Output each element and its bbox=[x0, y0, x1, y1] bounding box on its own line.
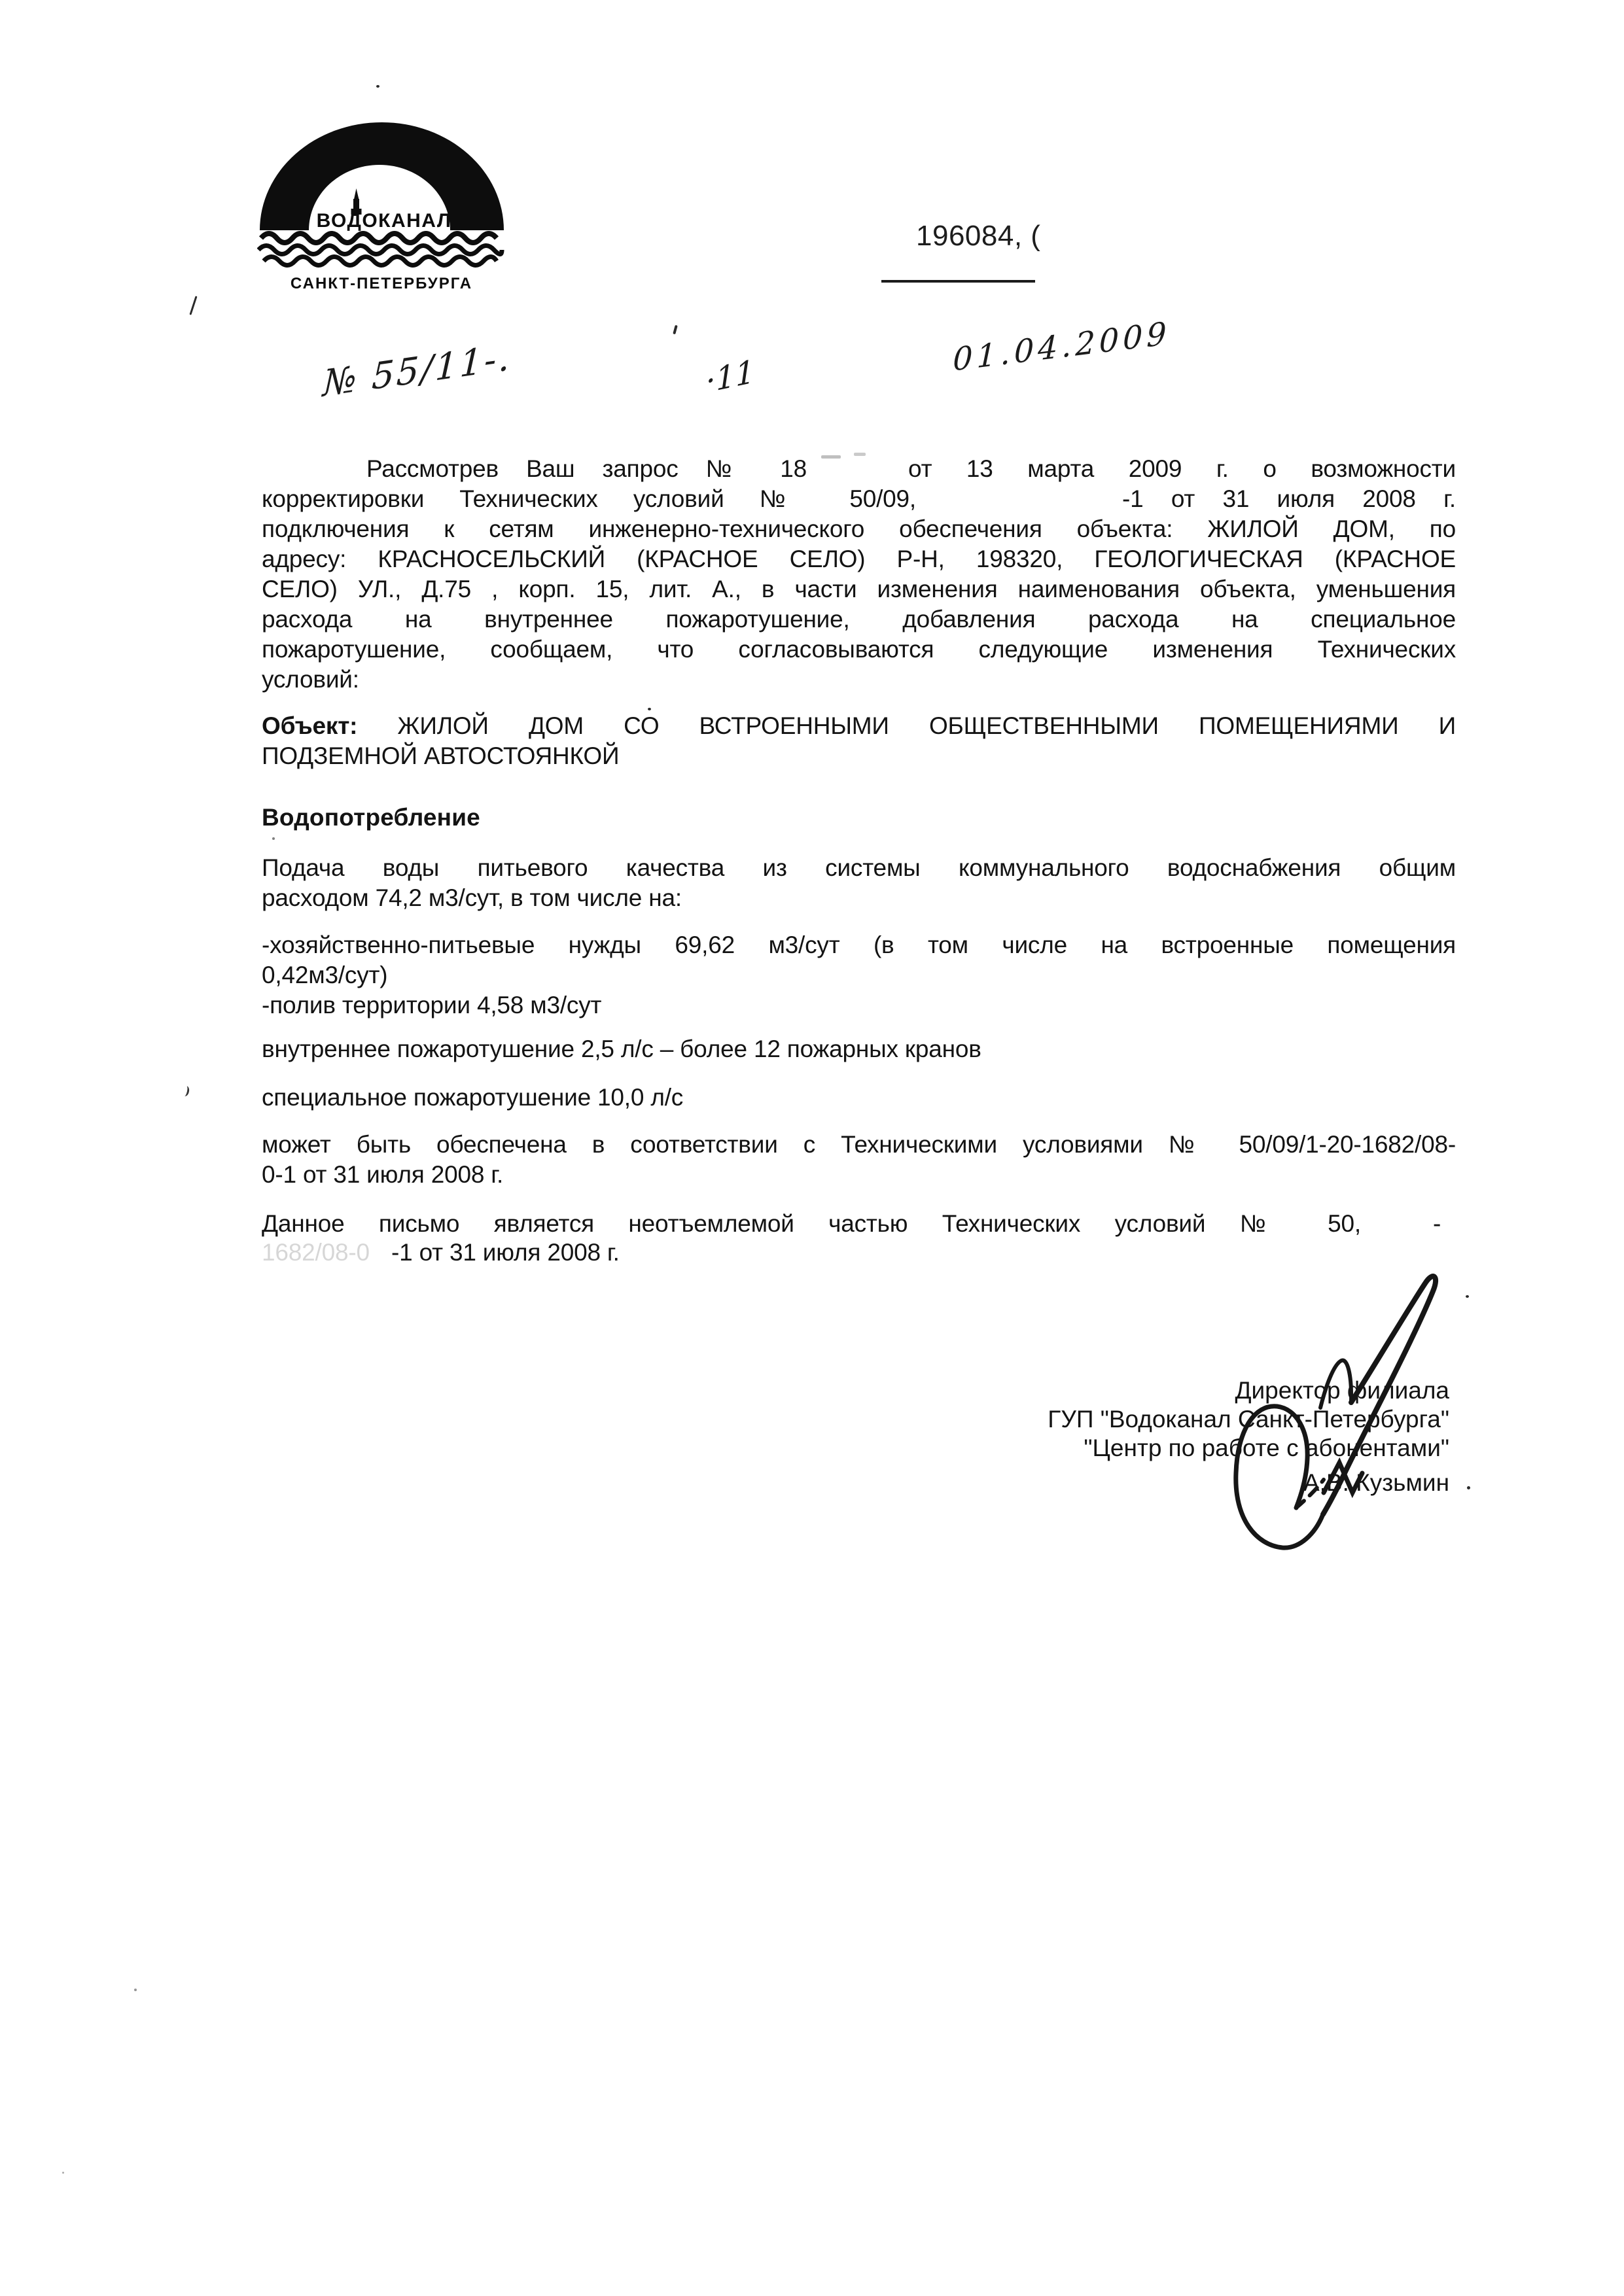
reference-extra-handwritten: ·11 bbox=[705, 353, 756, 401]
text-line: расходом 74,2 м3/сут, в том числе на: bbox=[262, 884, 682, 911]
signer-company: ГУП "Водоканал Санкт-Петербурга" bbox=[1048, 1406, 1449, 1433]
paragraph-internal-firefighting bbox=[262, 1034, 1456, 1064]
text-line: пожаротушение, сообщаем, что согласовываются следующие изменения Технических bbox=[262, 636, 1456, 663]
text-line bbox=[262, 711, 1456, 741]
text-line: подключения к сетям инженерно-технического обеспечения объекта: ЖИЛОЙ ДОМ, по bbox=[262, 515, 1456, 542]
scan-mark bbox=[181, 1085, 190, 1097]
text-line bbox=[262, 454, 1456, 484]
scan-mark bbox=[821, 455, 841, 459]
logo-waves-icon bbox=[258, 234, 502, 266]
scan-mark bbox=[189, 296, 197, 315]
logo-caption: САНКТ-ПЕТЕРБУРГА bbox=[290, 275, 473, 292]
text-segment: - bbox=[1433, 1210, 1441, 1237]
paragraph-object bbox=[262, 711, 1456, 771]
text-segment: Данное письмо является неотъемлемой частью Технических условий № 50, bbox=[262, 1210, 1361, 1237]
signer-department: "Центр по работе с абонентами" bbox=[1084, 1435, 1449, 1461]
text-line bbox=[262, 484, 1456, 514]
letter-date-handwritten: 01.04.2009 bbox=[952, 315, 1171, 379]
text-segment: Рассмотрев Ваш запрос № 18 bbox=[366, 455, 807, 482]
text-line: условий: bbox=[262, 666, 359, 693]
paragraph-supply bbox=[262, 853, 1456, 913]
scan-mark bbox=[272, 837, 275, 840]
text-line: внутреннее пожаротушение 2,5 л/с – более 12 пожарных кранов bbox=[262, 1035, 981, 1062]
sender-postal-code: 196084, ( bbox=[916, 220, 1041, 252]
paragraph-closing bbox=[262, 1209, 1456, 1267]
handwritten-signature-icon bbox=[1217, 1262, 1479, 1590]
text-line: ПОДЗЕМНОЙ АВТОСТОЯНКОЙ bbox=[262, 742, 620, 769]
erased-text-ghost: 1682/08-0 bbox=[262, 1239, 370, 1266]
text-line: адресу: КРАСНОСЕЛЬСКИЙ (КРАСНОЕ СЕЛО) Р-Н, 198320, ГЕОЛОГИЧЕСКАЯ (КРАСНОЕ bbox=[262, 546, 1456, 572]
paragraph-special-firefighting bbox=[262, 1083, 1456, 1113]
scan-mark bbox=[376, 85, 380, 88]
text-line: Подача воды питьевого качества из системы коммунального водоснабжения общим bbox=[262, 854, 1456, 881]
scan-mark bbox=[1466, 1295, 1469, 1298]
text-segment: корректировки Технических условий № 50/09, bbox=[262, 485, 916, 512]
text-segment: -1 от 31 июля 2008 г. bbox=[1122, 485, 1456, 512]
paragraph-provision bbox=[262, 1130, 1456, 1190]
text-line: может быть обеспечена в соответствии с Техническими условиями № 50/09/1-20-1682/08- bbox=[262, 1131, 1456, 1158]
signer-title: Директор филиала bbox=[1235, 1377, 1449, 1404]
scan-mark bbox=[62, 2172, 64, 2174]
section-heading-water-consumption: Водопотребление bbox=[262, 804, 480, 831]
text-line: -полив территории 4,58 м3/сут bbox=[262, 992, 602, 1018]
text-line: 0,42м3/сут) bbox=[262, 962, 388, 988]
text-segment: от 13 марта 2009 г. о возможности bbox=[908, 455, 1456, 482]
text-segment: -1 от 31 июля 2008 г. bbox=[391, 1239, 620, 1266]
vodokanal-logo-icon bbox=[257, 120, 506, 293]
text-line bbox=[262, 1209, 1456, 1238]
signer-name: А.В. Кузьмин bbox=[1303, 1469, 1449, 1496]
text-line: расхода на внутреннее пожаротушение, добавления расхода на специальное bbox=[262, 606, 1456, 633]
paragraph-intro bbox=[262, 454, 1456, 695]
text-line: СЕЛО) УЛ., Д.75 , корп. 15, лит. А., в части изменения наименования объекта, уменьшения bbox=[262, 576, 1456, 602]
scan-mark bbox=[134, 1989, 137, 1991]
vodokanal-logo bbox=[257, 120, 506, 293]
scan-mark bbox=[673, 325, 677, 335]
text-line: -хозяйственно-питьевые нужды 69,62 м3/сут (в том числе на встроенные помещения bbox=[262, 931, 1456, 958]
text-line: специальное пожаротушение 10,0 л/с bbox=[262, 1084, 684, 1111]
scan-mark bbox=[1467, 1486, 1470, 1489]
outgoing-number-handwritten: № 55/11-. bbox=[322, 336, 512, 405]
scan-mark bbox=[648, 708, 651, 710]
scan-mark bbox=[854, 453, 866, 456]
text-line: 0-1 от 31 июля 2008 г. bbox=[262, 1161, 504, 1188]
object-label: Объект: bbox=[262, 712, 358, 739]
paragraph-usage-breakdown bbox=[262, 930, 1456, 1020]
address-underline bbox=[881, 280, 1035, 283]
logo-wordmark: ВОДОКАНАЛ bbox=[316, 210, 452, 232]
object-value: ЖИЛОЙ ДОМ СО ВСТРОЕННЫМИ ОБЩЕСТВЕННЫМИ ПОМЕЩЕНИЯМИ И bbox=[357, 712, 1456, 739]
